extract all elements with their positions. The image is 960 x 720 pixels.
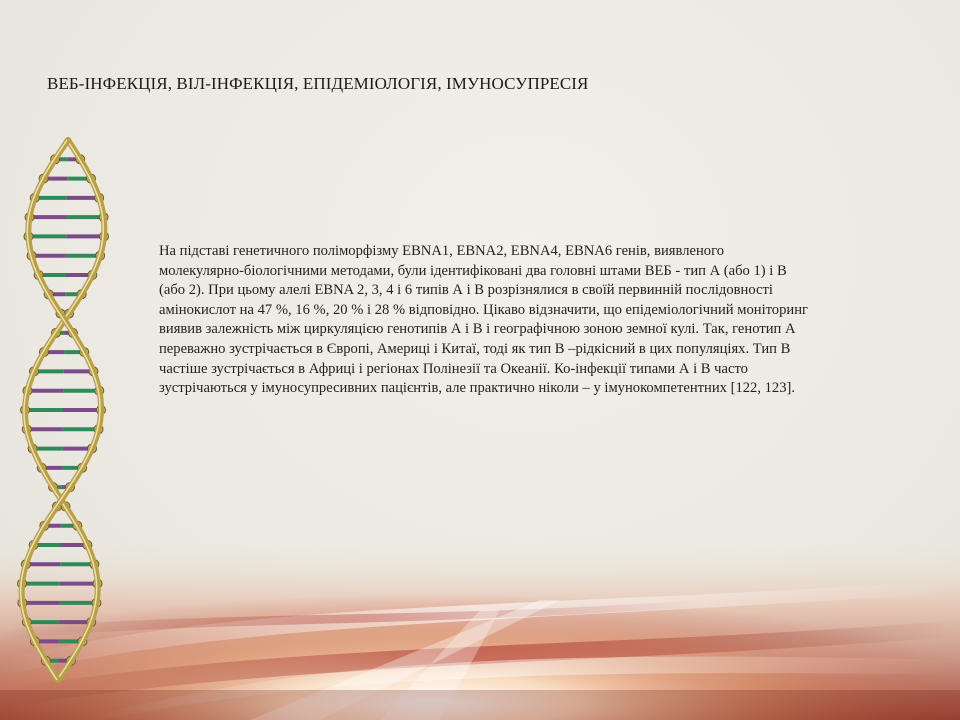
bottom-light-streaks <box>0 540 960 720</box>
slide-title: ВЕБ-ІНФЕКЦІЯ, ВІЛ-ІНФЕКЦІЯ, ЕПІДЕМІОЛОГІЯ, ІМУНОСУПРЕСІЯ <box>47 74 589 93</box>
dna-helix-icon <box>0 130 140 690</box>
body-paragraph: На підставі генетичного поліморфізму EBNA1, EBNA2, EBNA4, EBNA6 генів, виявленого молекулярно-біологічними методами, були ідентифіковані два головні штами ВЕБ - тип А (або 1) і В (або 2). При цьому алелі EBNA 2, 3, 4 і 6 типів А і В розрізнялися в своїй первинній послідовності амінокислот на 47 %, 16 %, 20 % і 28 % відповідно. Цікаво відзначити, що епідеміологічний моніторинг виявив залежність між циркуляцією генотипів А і В і географічною зоною земної кулі. Так, генотип А переважно зустрічається в Європі, Америці і Китаї, тоді як тип В –рідкісний в цих популяціях. Тип В частіше зустрічається в Африці і регіонах Полінезії та Океанії. Ко-інфекції типами А і В часто зустрічаються у імуносупресивних пацієнтів, але практично ніколи – у імунокомпетентних [122, 123]. <box>159 243 809 397</box>
